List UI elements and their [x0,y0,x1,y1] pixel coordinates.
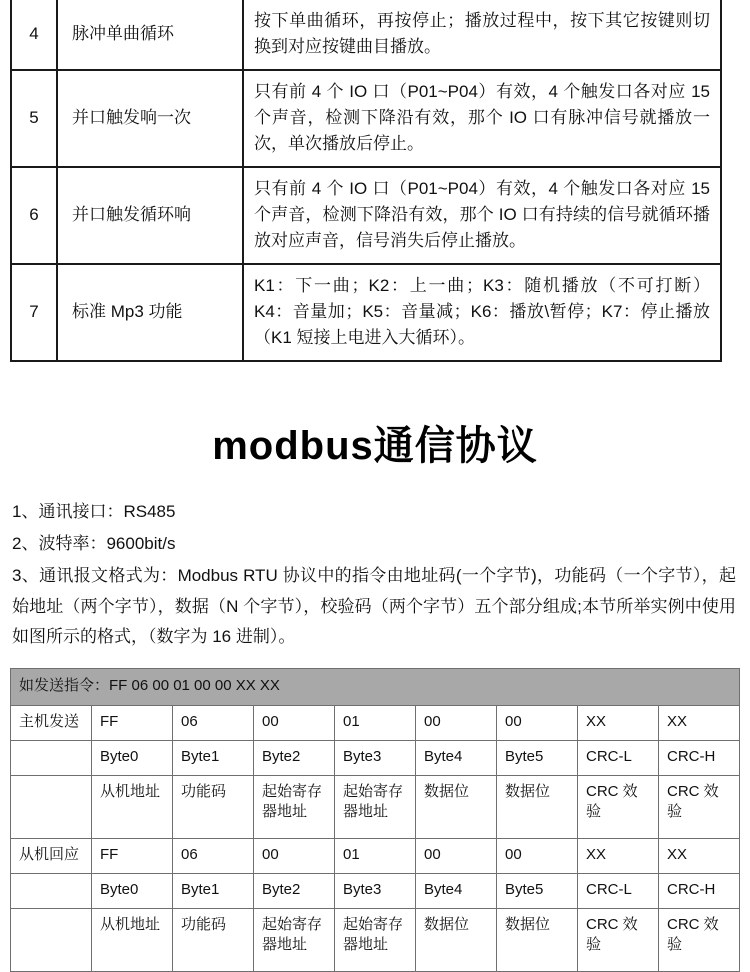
cell-value: 从机地址 [92,776,173,839]
cell-value: CRC 效验 [578,909,659,972]
cell-value: 起始寄存器地址 [335,776,416,839]
feature-name: 脉冲单曲循环 [57,0,243,70]
cell-value: CRC-H [659,741,740,776]
cell-value: Byte5 [497,741,578,776]
cell-value: 功能码 [173,776,254,839]
cell-value: CRC 效验 [659,776,740,839]
cell-value: Byte5 [497,874,578,909]
cell-value: Byte2 [254,874,335,909]
cell-value: 功能码 [173,909,254,972]
cell-value: 00 [254,706,335,741]
cell-value: XX [659,839,740,874]
cell-value: 数据位 [416,909,497,972]
cell-value: Byte0 [92,741,173,776]
cell-value: 起始寄存器地址 [254,909,335,972]
cell-value: 00 [497,706,578,741]
cell-value: XX [578,706,659,741]
cell-value: 数据位 [497,776,578,839]
cell-value: CRC 效验 [659,909,740,972]
feature-number: 4 [11,0,57,70]
cell-value: 06 [173,839,254,874]
cell-value: CRC 效验 [578,776,659,839]
table-row [11,167,721,264]
table-row [11,0,721,70]
feature-table [10,0,722,362]
cell-value: FF [92,839,173,874]
feature-number: 6 [11,167,57,264]
cell-value: XX [659,706,740,741]
row-label-empty [11,776,92,839]
cell-value: Byte0 [92,874,173,909]
feature-name: 并口触发循环响 [57,167,243,264]
cell-value: 起始寄存器地址 [335,909,416,972]
cell-value: 01 [335,706,416,741]
feature-number: 7 [11,264,57,361]
note-interface: 1、通讯接口：RS485 [12,501,176,521]
feature-name: 并口触发响一次 [57,70,243,167]
protocol-table [10,668,740,972]
table-row [11,264,721,361]
cell-value: Byte3 [335,741,416,776]
table-row [11,706,740,741]
row-label-master-send: 主机发送 [11,706,92,741]
cell-value: 00 [254,839,335,874]
note-baudrate: 2、波特率：9600bit/s [12,534,176,554]
cell-value: 00 [416,839,497,874]
cell-value: 01 [335,839,416,874]
cell-value: FF [92,706,173,741]
cell-value: Byte2 [254,741,335,776]
protocol-command-example: 如发送指令：FF 06 00 01 00 00 XX XX [11,669,740,706]
cell-value: Byte4 [416,874,497,909]
table-row [11,70,721,167]
row-label-empty [11,741,92,776]
cell-value: 从机地址 [92,909,173,972]
cell-value: CRC-L [578,874,659,909]
protocol-table-header-row [11,669,740,706]
row-label-slave-reply: 从机回应 [11,839,92,874]
table-row [11,839,740,874]
feature-description: K1：下一曲；K2：上一曲；K3：随机播放（不可打断）K4：音量加；K5：音量减；K6：播放\暂停；K7：停止播放 （K1 短接上电进入大循环）。 [243,264,721,361]
row-label-empty [11,909,92,972]
cell-value: 06 [173,706,254,741]
protocol-table-wrapper [10,668,740,972]
table-row [11,909,740,972]
feature-description: 按下单曲循环，再按停止；播放过程中，按下其它按键则切换到对应按键曲目播放。 [243,0,721,70]
cell-value: Byte3 [335,874,416,909]
cell-value: 00 [497,839,578,874]
cell-value: CRC-H [659,874,740,909]
note-frame-format: 3、通讯报文格式为：Modbus RTU 协议中的指令由地址码(一个字节)，功能码（一个字节），起始地址（两个字节），数据（N 个字节），校验码（两个字节）五个部分组成;本节所举实例中使用如图所示的格式，（数字为 16 进制）。 [12,566,736,646]
cell-value: CRC-L [578,741,659,776]
page-title: modbus通信协议 [212,423,538,468]
feature-name: 标准 Mp3 功能 [57,264,243,361]
cell-value: 数据位 [497,909,578,972]
cell-value: Byte1 [173,874,254,909]
cell-value: Byte4 [416,741,497,776]
cell-value: 起始寄存器地址 [254,776,335,839]
cell-value: 数据位 [416,776,497,839]
feature-description: 只有前 4 个 IO 口（P01~P04）有效，4 个触发口各对应 15 个声音，检测下降沿有效，那个 IO 口有脉冲信号就播放一次，单次播放后停止。 [243,70,721,167]
table-row [11,776,740,839]
cell-value: Byte1 [173,741,254,776]
table-row [11,874,740,909]
feature-number: 5 [11,70,57,167]
row-label-empty [11,874,92,909]
table-row [11,741,740,776]
protocol-notes [12,497,736,652]
feature-description: 只有前 4 个 IO 口（P01~P04）有效，4 个触发口各对应 15 个声音，检测下降沿有效，那个 IO 口有持续的信号就循环播放对应声音，信号消失后停止播放。 [243,167,721,264]
cell-value: XX [578,839,659,874]
cell-value: 00 [416,706,497,741]
